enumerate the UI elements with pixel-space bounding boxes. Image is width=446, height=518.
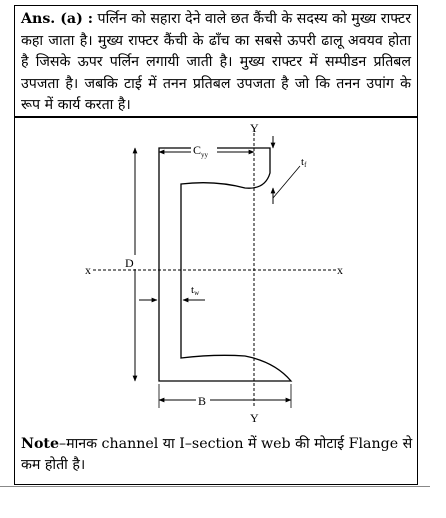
y-top-label: Y	[250, 121, 259, 135]
y-bottom-label: Y	[250, 411, 259, 425]
page-divider	[0, 486, 430, 487]
tw-label: tw	[191, 284, 200, 297]
note-text: –मानक channel या I–section में web की मोटाई Flange से कम होती है।	[21, 436, 413, 473]
answer-label: Ans. (a) :	[21, 11, 93, 27]
x-right-label: x	[337, 263, 343, 277]
note-label: Note	[21, 436, 60, 452]
answer-text: पर्लिन को सहारा देने वाले छत कैंची के सदस्य को मुख्य राफ्टर कहा जाता है। मुख्य राफ्टर कैंची के ढाँच का सबसे ऊपरी ढालू अवयव होता है जिसके ऊपर पर्लिन लगायी जाती है। मुख्य राफ्टर में सम्पीडन प्रतिबल उपजता है। जबकि टाई में तनन प्रतिबल उपजता है जो कि तनन उपांग के रूप में कार्य करता है।	[21, 11, 411, 113]
answer-box	[14, 5, 418, 117]
tf-label: tf	[301, 156, 307, 169]
x-left-label: x	[85, 263, 91, 277]
note	[21, 434, 413, 476]
channel-outline	[159, 148, 291, 381]
d-label: D	[125, 256, 134, 270]
b-label: B	[198, 394, 207, 408]
tf-leader	[273, 166, 300, 198]
cyy-label: $C_{yy}$	[193, 143, 209, 159]
channel-section-diagram	[15, 118, 416, 428]
figure-box	[14, 117, 418, 485]
